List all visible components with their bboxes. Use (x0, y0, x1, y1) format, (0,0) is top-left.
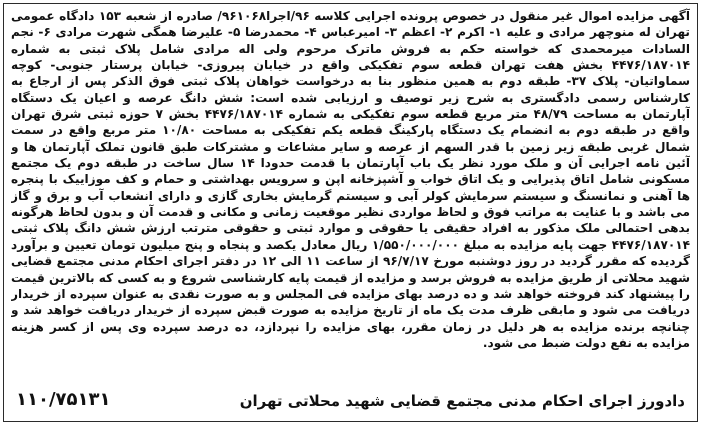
issuing-authority-signature: دادورز اجرای احکام مدنی مجتمع قضایی شهید محلاتی تهران (239, 392, 685, 410)
auction-notice (3, 3, 698, 422)
notice-reference-code: ۱۱۰/۷۵۱۳۱ (16, 389, 111, 410)
notice-body-text: آگهی مزایده اموال غیر منقول در خصوص پرونده اجرایی کلاسه ۹۶/اجرا۹۶۱۰۶۸/ صادره از شعبه ۱۵۳ دادگاه عمومی تهران له منوچهر مرادی و علیه ۱- اکرم ۲- اعظم ۳- امیرعباس ۴- محمدرضا ۵- علیرضا همگی شهرت مرادی ۶- نجم السادات میرمحمدی که خواسته حکم به فروش ماترک مرحوم ولی اله مرادی شامل پلاک ثبتی به شماره ۴۴۷۶/۱۸۷۰۱۴ بخش هفت تهران قطعه سوم تفکیکی واقع در خیابان پیروزی- خیابان پرستار جنوبی- کوچه سماواتیان- پلاک ۳۷- طبقه دوم به همین منظور بنا به درخواست خواهان پلاک ثبتی فوق الذکر پس از ارجاع به کارشناس رسمی دادگستری به شرح زیر توصیف و ارزیابی شده است: شش دانگ عرصه و اعیان یک دستگاه آپارتمان به مساحت ۴۸/۷۹ متر مربع قطعه سوم تفکیکی به شماره ۴۴۷۶/۱۸۷۰۱۴ بخش ۷ حوزه ثبتی شرق تهران واقع در طبقه دوم به انضمام یک دستگاه پارکینگ قطعه یکم تفکیکی به مساحت ۱۰/۸۰ متر مربع واقع در سمت شمال غربی طبقه زیر زمین با قدر السهم از عرصه و سایر مشاعات و مشترکات طبق قانون تملک آپارتمان ها و آئین نامه اجرایی آن و ملک مورد نظر یک باب آپارتمان با قدمت حدودا ۱۴ سال ساخت در طبقه دوم یک مجتمع مسکونی شامل اتاق پذیرایی و یک اتاق خواب و آشپزخانه اپن و سرویس بهداشتی و حمام و کف موزاییک با پنجره ها آهنی و نمانسنگ و سیستم سرمایش کولر آبی و سیستم گرمایش بخاری گازی و دارای انشعاب آب و برق و گاز می باشد و با عنایت به مراتب فوق و لحاظ مواردی نظیر موقعیت زمانی و مکانی و قدمت آن و بدون لحاظ هرگونه بدهی احتمالی ملک مذکور به افراد حقیقی یا حقوقی و موارد ثبتی و حقوقی مترتب ارزش شش دانگ پلاک ثبتی ۴۴۷۶/۱۸۷۰۱۴ جهت پایه مزایده به مبلغ ۱/۵۵۰/۰۰۰/۰۰۰ ریال معادل یکصد و پنجاه و پنج میلیون تومان تعیین و برآورد گردیده که مقرر گردید در روز دوشنبه مورخ ۹۶/۷/۱۷ از ساعت ۱۱ الی ۱۲ در دفتر اجرای احکام مدنی مجتمع قضایی شهید محلاتی از طریق مزایده به فروش برسد و مزایده از قیمت پایه کارشناسی شروع و به کسی که بالاترین قیمت را پیشنهاد کند فروخته خواهد شد و ده درصد بهای مزایده فی المجلس و به صورت نقدی به عنوان سپرده از خریدار دریافت می شود و مابقی ظرف مدت یک ماه از تاریخ مزایده به صورت قبض سپرده از خریدار دریافت خواهد شد و چنانچه برنده مزایده به هر دلیل در زمان مقرر، بهای مزایده را نپردازد، ده درصد سپرده وی پس از کسر هزینه مزایده به نفع دولت ضبط می شود. (11, 9, 690, 350)
notice-footer (12, 387, 689, 415)
